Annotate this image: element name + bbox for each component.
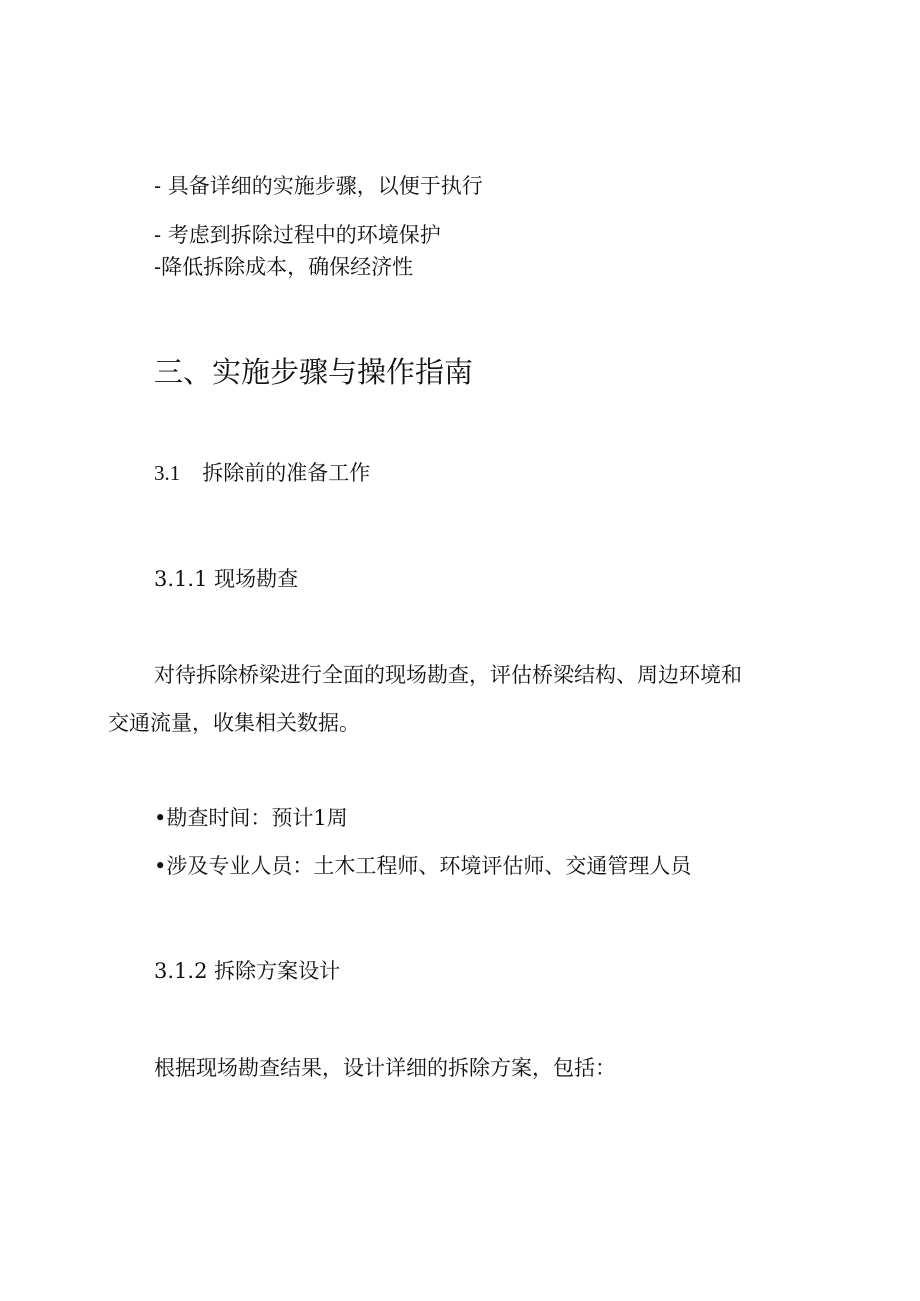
survey-bullet-item: •涉及专业人员：土木工程师、环境评估师、交通管理人员 (154, 854, 692, 878)
intro-list-item: - 具备详细的实施步骤，以便于执行 (154, 174, 483, 198)
design-paragraph: 根据现场勘查结果，设计详细的拆除方案，包括： (154, 1056, 616, 1080)
subsection-number: 3.1 (154, 461, 181, 485)
section-title: 三、实施步骤与操作指南 (154, 355, 474, 389)
subsection-title: 拆除前的准备工作 (202, 461, 371, 485)
intro-list-item: -降低拆除成本，确保经济性 (154, 255, 414, 279)
intro-list-item: - 考虑到拆除过程中的环境保护 (154, 223, 441, 247)
subsection-heading-3-1 (154, 459, 370, 487)
survey-bullet-item: •勘查时间：预计1周 (154, 806, 348, 830)
subsection-heading-3-1-2: 3.1.2 拆除方案设计 (154, 959, 341, 983)
survey-paragraph-line: 对待拆除桥梁进行全面的现场勘查，评估桥梁结构、周边环境和 (154, 663, 742, 687)
survey-paragraph-line: 交通流量，收集相关数据。 (108, 711, 360, 735)
subsection-heading-3-1-1: 3.1.1 现场勘查 (154, 567, 299, 591)
